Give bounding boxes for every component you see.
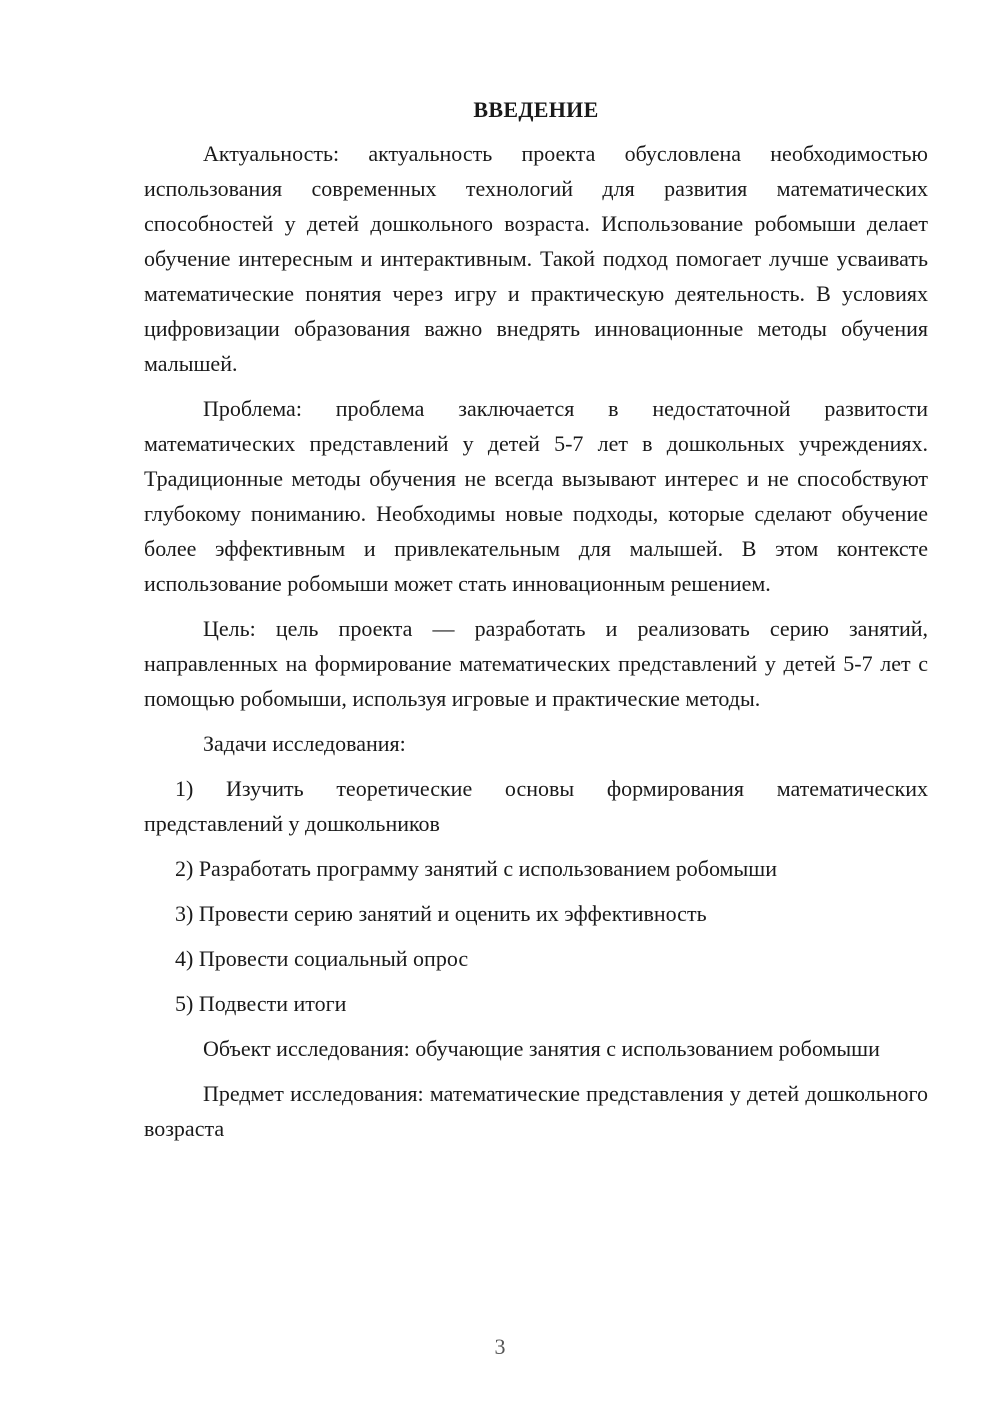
page-number: 3 bbox=[494, 1334, 506, 1359]
task-item-5: 5) Подвести итоги bbox=[175, 991, 347, 1016]
task-item-3: 3) Провести серию занятий и оценить их эффективность bbox=[175, 901, 707, 926]
paragraph-object: Объект исследования: обучающие занятия с использованием робомыши bbox=[203, 1036, 880, 1061]
page-title: ВВЕДЕНИЕ bbox=[473, 97, 599, 122]
task-item-1: 1) Изучить теоретические основы формирования математических представлений у дошкольников bbox=[144, 776, 928, 836]
paragraph-goal: Цель: цель проекта — разработать и реализовать серию занятий, направленных на формирование математических представлений у детей 5-7 лет с помощью робомыши, используя игровые и практические методы. bbox=[144, 616, 928, 711]
document-page bbox=[144, 96, 928, 1156]
paragraph-subject: Предмет исследования: математические представления у детей дошкольного возраста bbox=[144, 1081, 928, 1141]
paragraph-relevance: Актуальность: актуальность проекта обусловлена необходимостью использования современных технологий для развития математических способностей у детей дошкольного возраста. Использование робомыши делает обучение интересным и интерактивным. Такой подход помогает лучше усваивать математические понятия через игру и практическую деятельность. В условиях цифровизации образования важно внедрять инновационные методы обучения малышей. bbox=[144, 141, 928, 376]
task-item-2: 2) Разработать программу занятий с использованием робомыши bbox=[175, 856, 777, 881]
tasks-heading: Задачи исследования: bbox=[203, 731, 406, 756]
paragraph-problem: Проблема: проблема заключается в недостаточной развитости математических представлений у детей 5-7 лет в дошкольных учреждениях. Традиционные методы обучения не всегда вызывают интерес и не способствуют глубокому пониманию. Необходимы новые подходы, которые сделают обучение более эффективным и привлекательным для малышей. В этом контексте использование робомыши может стать инновационным решением. bbox=[144, 396, 928, 596]
task-item-4: 4) Провести социальный опрос bbox=[175, 946, 469, 971]
